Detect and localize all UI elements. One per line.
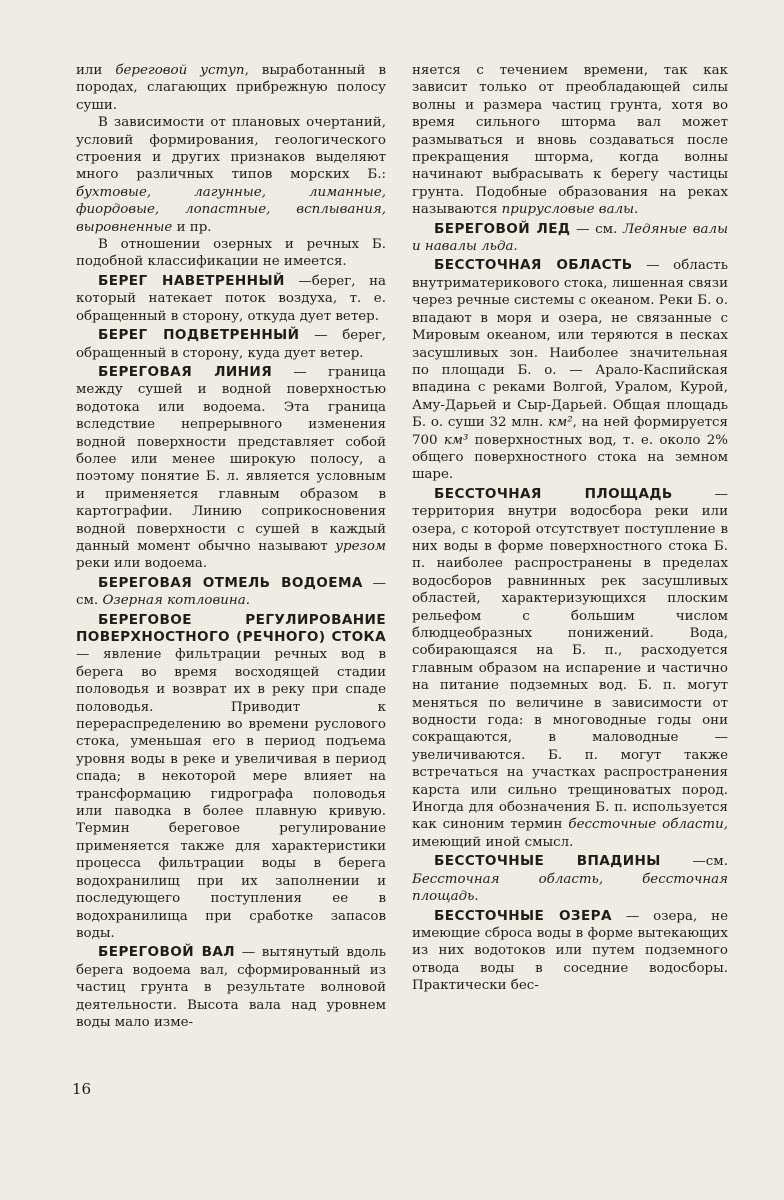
dictionary-entry	[412, 257, 728, 483]
italic-term: прирусловые валы.	[501, 202, 639, 218]
italic-term: км²	[548, 415, 573, 431]
entry-text: , выработанный в породах, слагающих прибрежную полосу суши.	[76, 63, 386, 113]
italic-term: бухтовые, лагунные, лиманные, фиордовые, лопастные, всплывания, выровненные	[76, 184, 386, 235]
entry-headword: БЕРЕГ ПОДВЕТРЕННЫЙ	[98, 327, 300, 344]
entry-text: , на ней формируется 700	[412, 415, 728, 448]
entry-text: няется с течением времени, так как зависит только от преобладающей силы волны и размера частиц грунта, хотя во время сильного шторма вал может размываться и вновь создаваться после прекращения шторма, когда волны начинают выбрасывать к берегу частицы грунта. Подобные образования на реках называются	[412, 63, 728, 218]
italic-term: Ледяные валы и навалы льда.	[412, 221, 728, 255]
paragraph	[76, 62, 386, 114]
italic-term: береговой уступ	[115, 63, 245, 78]
right-column	[412, 62, 728, 995]
entry-text: — см.	[76, 575, 386, 609]
entry-headword: БЕРЕГОВОЙ ЛЕД	[434, 220, 571, 237]
entry-text: или	[76, 63, 116, 78]
italic-term: км³	[443, 432, 469, 448]
italic-term: бессточные области,	[568, 817, 728, 833]
page-number: 16	[72, 1080, 92, 1098]
dictionary-entry	[76, 575, 386, 610]
entry-headword: БЕРЕГ НАВЕТРЕННЫЙ	[98, 272, 285, 289]
entry-text: — территория внутри водосбора реки или озера, с которой отсутствует поступление в них воды в форме поверхностного стока Б. п. наиболее распространены в пределах водосборов равнинных рек засушливых областей, характеризующихся плоским рельефом с большим числом блюдцеобразных понижений. Вода, собирающаяся на Б. п., расходуется главным образом на испарение и частично на питание подземных вод. Б. п. могут меняться по величине в зависимости от водности года: в многоводные годы они сокращаются, в маловодные — увеличиваются. Б. п. могут также встречаться на участках распространения карста или сильно трещиноватых пород. Иногда для обозначения Б. п. используется как синоним термин	[412, 486, 728, 833]
entry-headword: БЕССТОЧНЫЕ ВПАДИНЫ	[434, 853, 661, 870]
italic-term: Озерная котловина.	[102, 593, 250, 609]
entry-text: — вытянутый вдоль берега водоема вал, сформированный из частиц грунта в результате волновой деятельности. Высота вала над уровнем воды мало изме-	[76, 945, 387, 1030]
dictionary-entry	[76, 273, 386, 325]
entry-headword: БЕРЕГОВОЙ ВАЛ	[98, 944, 235, 961]
dictionary-entry	[412, 853, 728, 905]
dictionary-entry	[76, 364, 386, 573]
entry-text: — озера, не имеющие сброса воды в форме вытекающих из них водотоков или путем подземного отвода воды в соседние водосборы. Практически бес-	[412, 908, 728, 994]
italic-term: урезом	[335, 538, 386, 554]
entry-text: и пр.	[172, 219, 212, 235]
dictionary-entry	[76, 327, 386, 362]
entry-headword: БЕРЕГОВОЕ РЕГУЛИРОВАНИЕ ПОВЕРХНОСТНОГО (РЕЧНОГО) СТОКА	[76, 611, 386, 645]
entry-text: В зависимости от плановых очертаний, условий формирования, геологического строения и других признаков выделяют много различных типов морских Б.:	[76, 115, 386, 183]
entry-headword: БЕССТОЧНЫЕ ОЗЕРА	[434, 907, 612, 924]
entry-text: — см.	[570, 221, 623, 237]
left-column	[76, 62, 386, 1031]
entry-text: поверхностных вод, т. е. около 2% общего поверхностного стока на земном шаре.	[412, 432, 728, 483]
entry-text: имеющий иной смысл.	[412, 834, 574, 850]
entry-text: В отношении озерных и речных Б. подобной классификации не имеется.	[76, 237, 386, 270]
dictionary-entry	[76, 944, 386, 1031]
entry-text: — область внутриматерикового стока, лишенная связи через речные системы с океаном. Реки Б. о. впадают в моря и озера, не связанные с Мировым океаном, или теряются в песках засушливых зон. Наиболее значительная по площади Б. о. — Арало-Каспийская впадина с реками Волгой, Уралом, Курой, Аму-Дарьей и Сыр-Дарьей. Общая площадь Б. о. суши 32 млн.	[412, 258, 728, 431]
paragraph	[412, 62, 728, 219]
italic-term: Бессточная область, бессточная площадь.	[412, 871, 728, 905]
entry-text: —берег, на который натекает поток воздуха, т. е. обращенный в сторону, откуда дует ветер.	[76, 273, 386, 324]
entry-text: — берег, обращенный в сторону, куда дует ветер.	[76, 328, 386, 361]
paragraph	[76, 114, 386, 236]
paragraph	[76, 236, 386, 271]
entry-text: — граница между сушей и водной поверхностью водотока или водоема. Эта граница вследствие непрерывного изменения водной поверхности представляет собой более или менее широкую полосу, а поэтому понятие Б. л. является условным и применяется главным образом в картографии. Линию соприкосновения водной поверхности с сушей в каждый данный момент обычно называют	[76, 364, 387, 554]
entry-text: реки или водоема.	[76, 556, 208, 572]
entry-text: —см.	[660, 854, 728, 870]
dictionary-entry	[412, 486, 728, 852]
entry-headword: БЕРЕГОВАЯ ОТМЕЛЬ ВОДОЕМА	[98, 574, 363, 591]
dictionary-entry	[412, 221, 728, 256]
entry-headword: БЕССТОЧНАЯ ПЛОЩАДЬ	[434, 485, 673, 502]
dictionary-entry	[76, 612, 386, 943]
entry-text: — явление фильтрации речных вод в берега во время восходящей стадии половодья и возврат их в реку при спаде половодья. Приводит к перераспределению во времени руслового стока, уменьшая его в период подъема уровня воды в реке и увеличивая в период спада; в некоторой мере влияет на трансформацию гидрографа половодья или паводка в более плавную кривую. Термин береговое регулирование применяется также для характеристики процесса фильтрации воды в берега водохранилищ при их заполнении и последующего поступления ее в водохранилища при сработке запасов воды.	[76, 647, 386, 941]
entry-headword: БЕССТОЧНАЯ ОБЛАСТЬ	[434, 257, 633, 274]
entry-headword: БЕРЕГОВАЯ ЛИНИЯ	[98, 363, 273, 380]
dictionary-entry	[412, 908, 728, 995]
